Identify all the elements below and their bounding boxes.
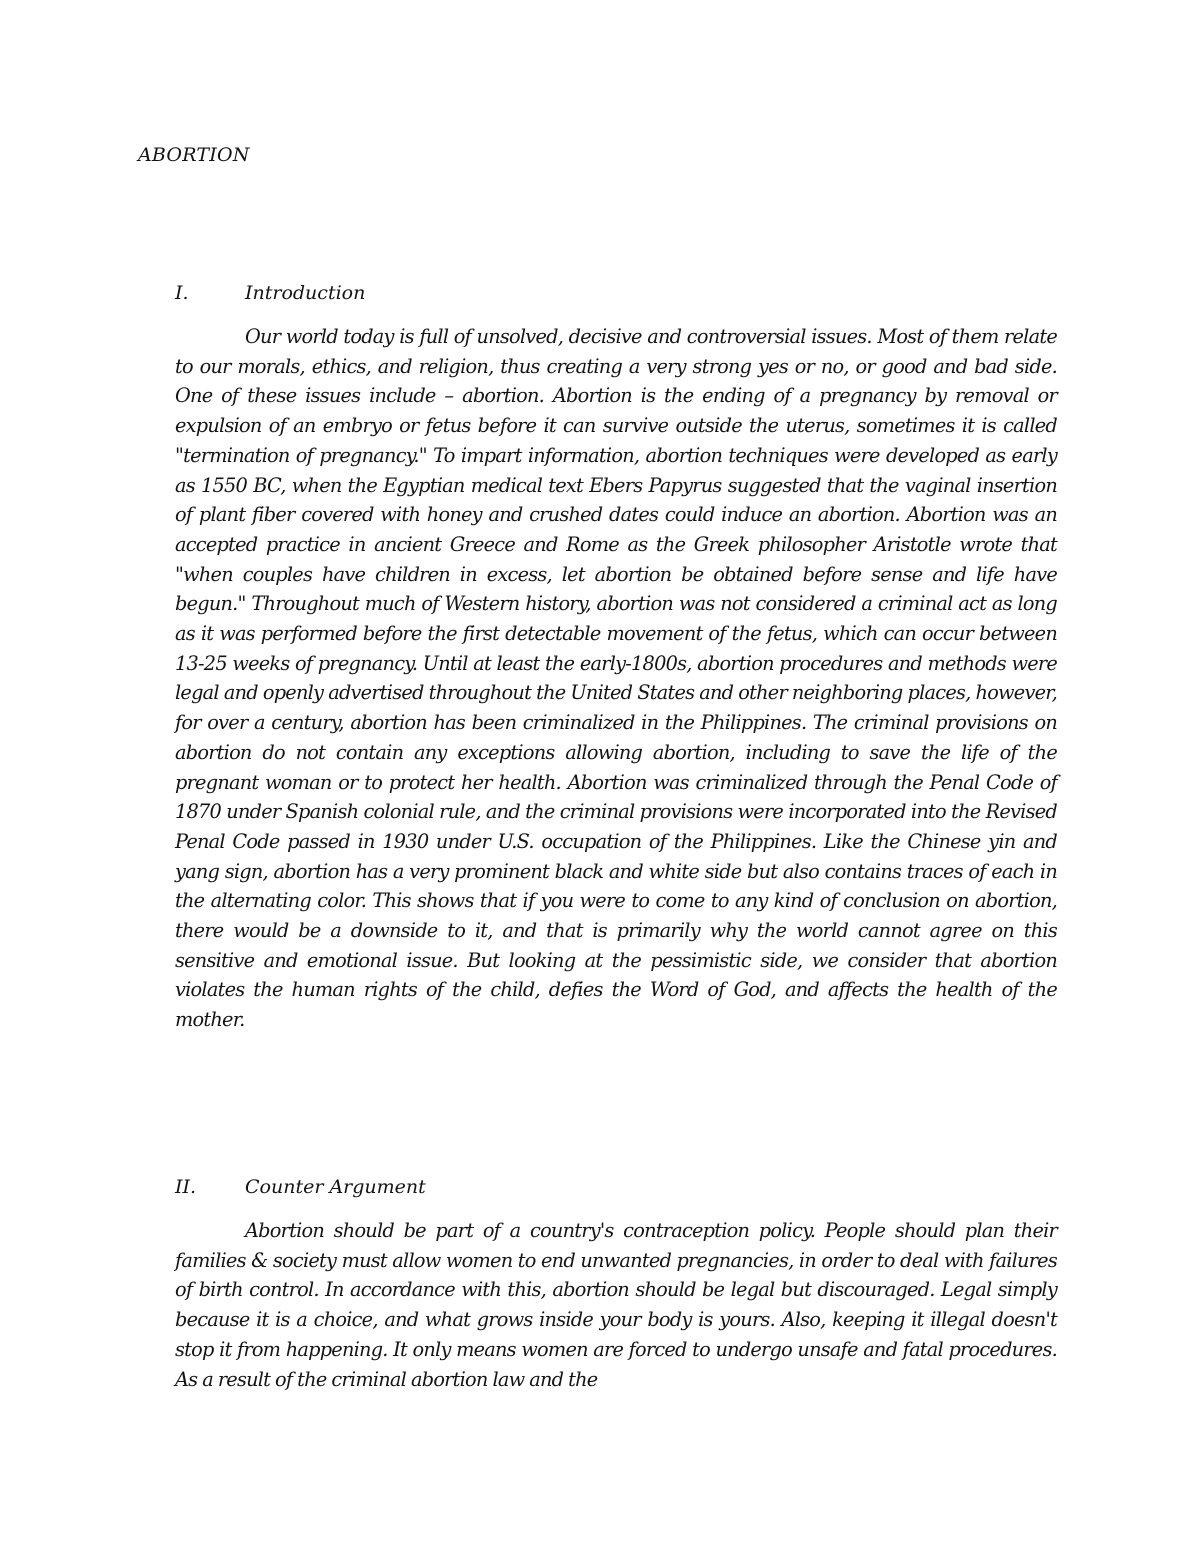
section-heading-text: Introduction [245,282,366,304]
section-number: I. [175,282,189,304]
section-paragraph: Our world today is full of unsolved, decisive and controversial issues. Most of them relate to our morals, ethics, and religion, thus creating a very strong yes or no, or good and bad side. One of these issues include – abortion. Abortion is the ending of a pregnancy by removal or expulsion of an embryo or fetus before it can survive outside the uterus, sometimes it is called "termination of pregnancy." To impart information, abortion techniques were developed as early as 1550 BC, when the Egyptian medical text Ebers Papyrus suggested that the vaginal insertion of plant fiber covered with honey and crushed dates could induce an abortion. Abortion was an accepted practice in ancient Greece and Rome as the Greek philosopher Aristotle wrote that "when couples have children in excess, let abortion be obtained before sense and life have begun." Throughout much of Western history, abortion was not considered a criminal act as long as it was performed before the first detectable movement of the fetus, which can occur between 13-25 weeks of pregnancy. Until at least the early-1800s, abortion procedures and methods were legal and openly advertised throughout the United States and other neighboring places, however, for over a century, abortion has been criminalized in the Philippines. The criminal provisions on abortion do not contain any exceptions allowing abortion, including to save the life of the pregnant woman or to protect her health. Abortion was criminalized through the Penal Code of 1870 under Spanish colonial rule, and the criminal provisions were incorporated into the Revised Penal Code passed in 1930 under U.S. occupation of the Philippines. Like the Chinese yin and yang sign, abortion has a very prominent black and white side but also contains traces of each in the alternating color. This shows that if you were to come to any kind of conclusion on abortion, there would be a downside to it, and that is primarily why the world cannot agree on this sensitive and emotional issue. But looking at the pessimistic side, we consider that abortion violates the human rights of the child, defies the Word of God, and affects the health of the mother. [175,325,1057,1032]
section-introduction [175,280,1057,1035]
section-heading-text: Counter Argument [245,1176,426,1198]
section-paragraph: Abortion should be part of a country's contraception policy. People should plan their families & society must allow women to end unwanted pregnancies, in order to deal with failures of birth control. In accordance with this, abortion should be legal but discouraged. Legal simply because it is a choice, and what grows inside your body is yours. Also, keeping it illegal doesn't stop it from happening. It only means women are forced to undergo unsafe and fatal procedures. As a result of the criminal abortion law and the [175,1219,1057,1391]
section-heading [175,280,1057,306]
section-heading [175,1174,1057,1200]
section-number: II. [175,1176,197,1198]
section-counter-argument [175,1174,1057,1394]
document-title: ABORTION [138,144,250,166]
